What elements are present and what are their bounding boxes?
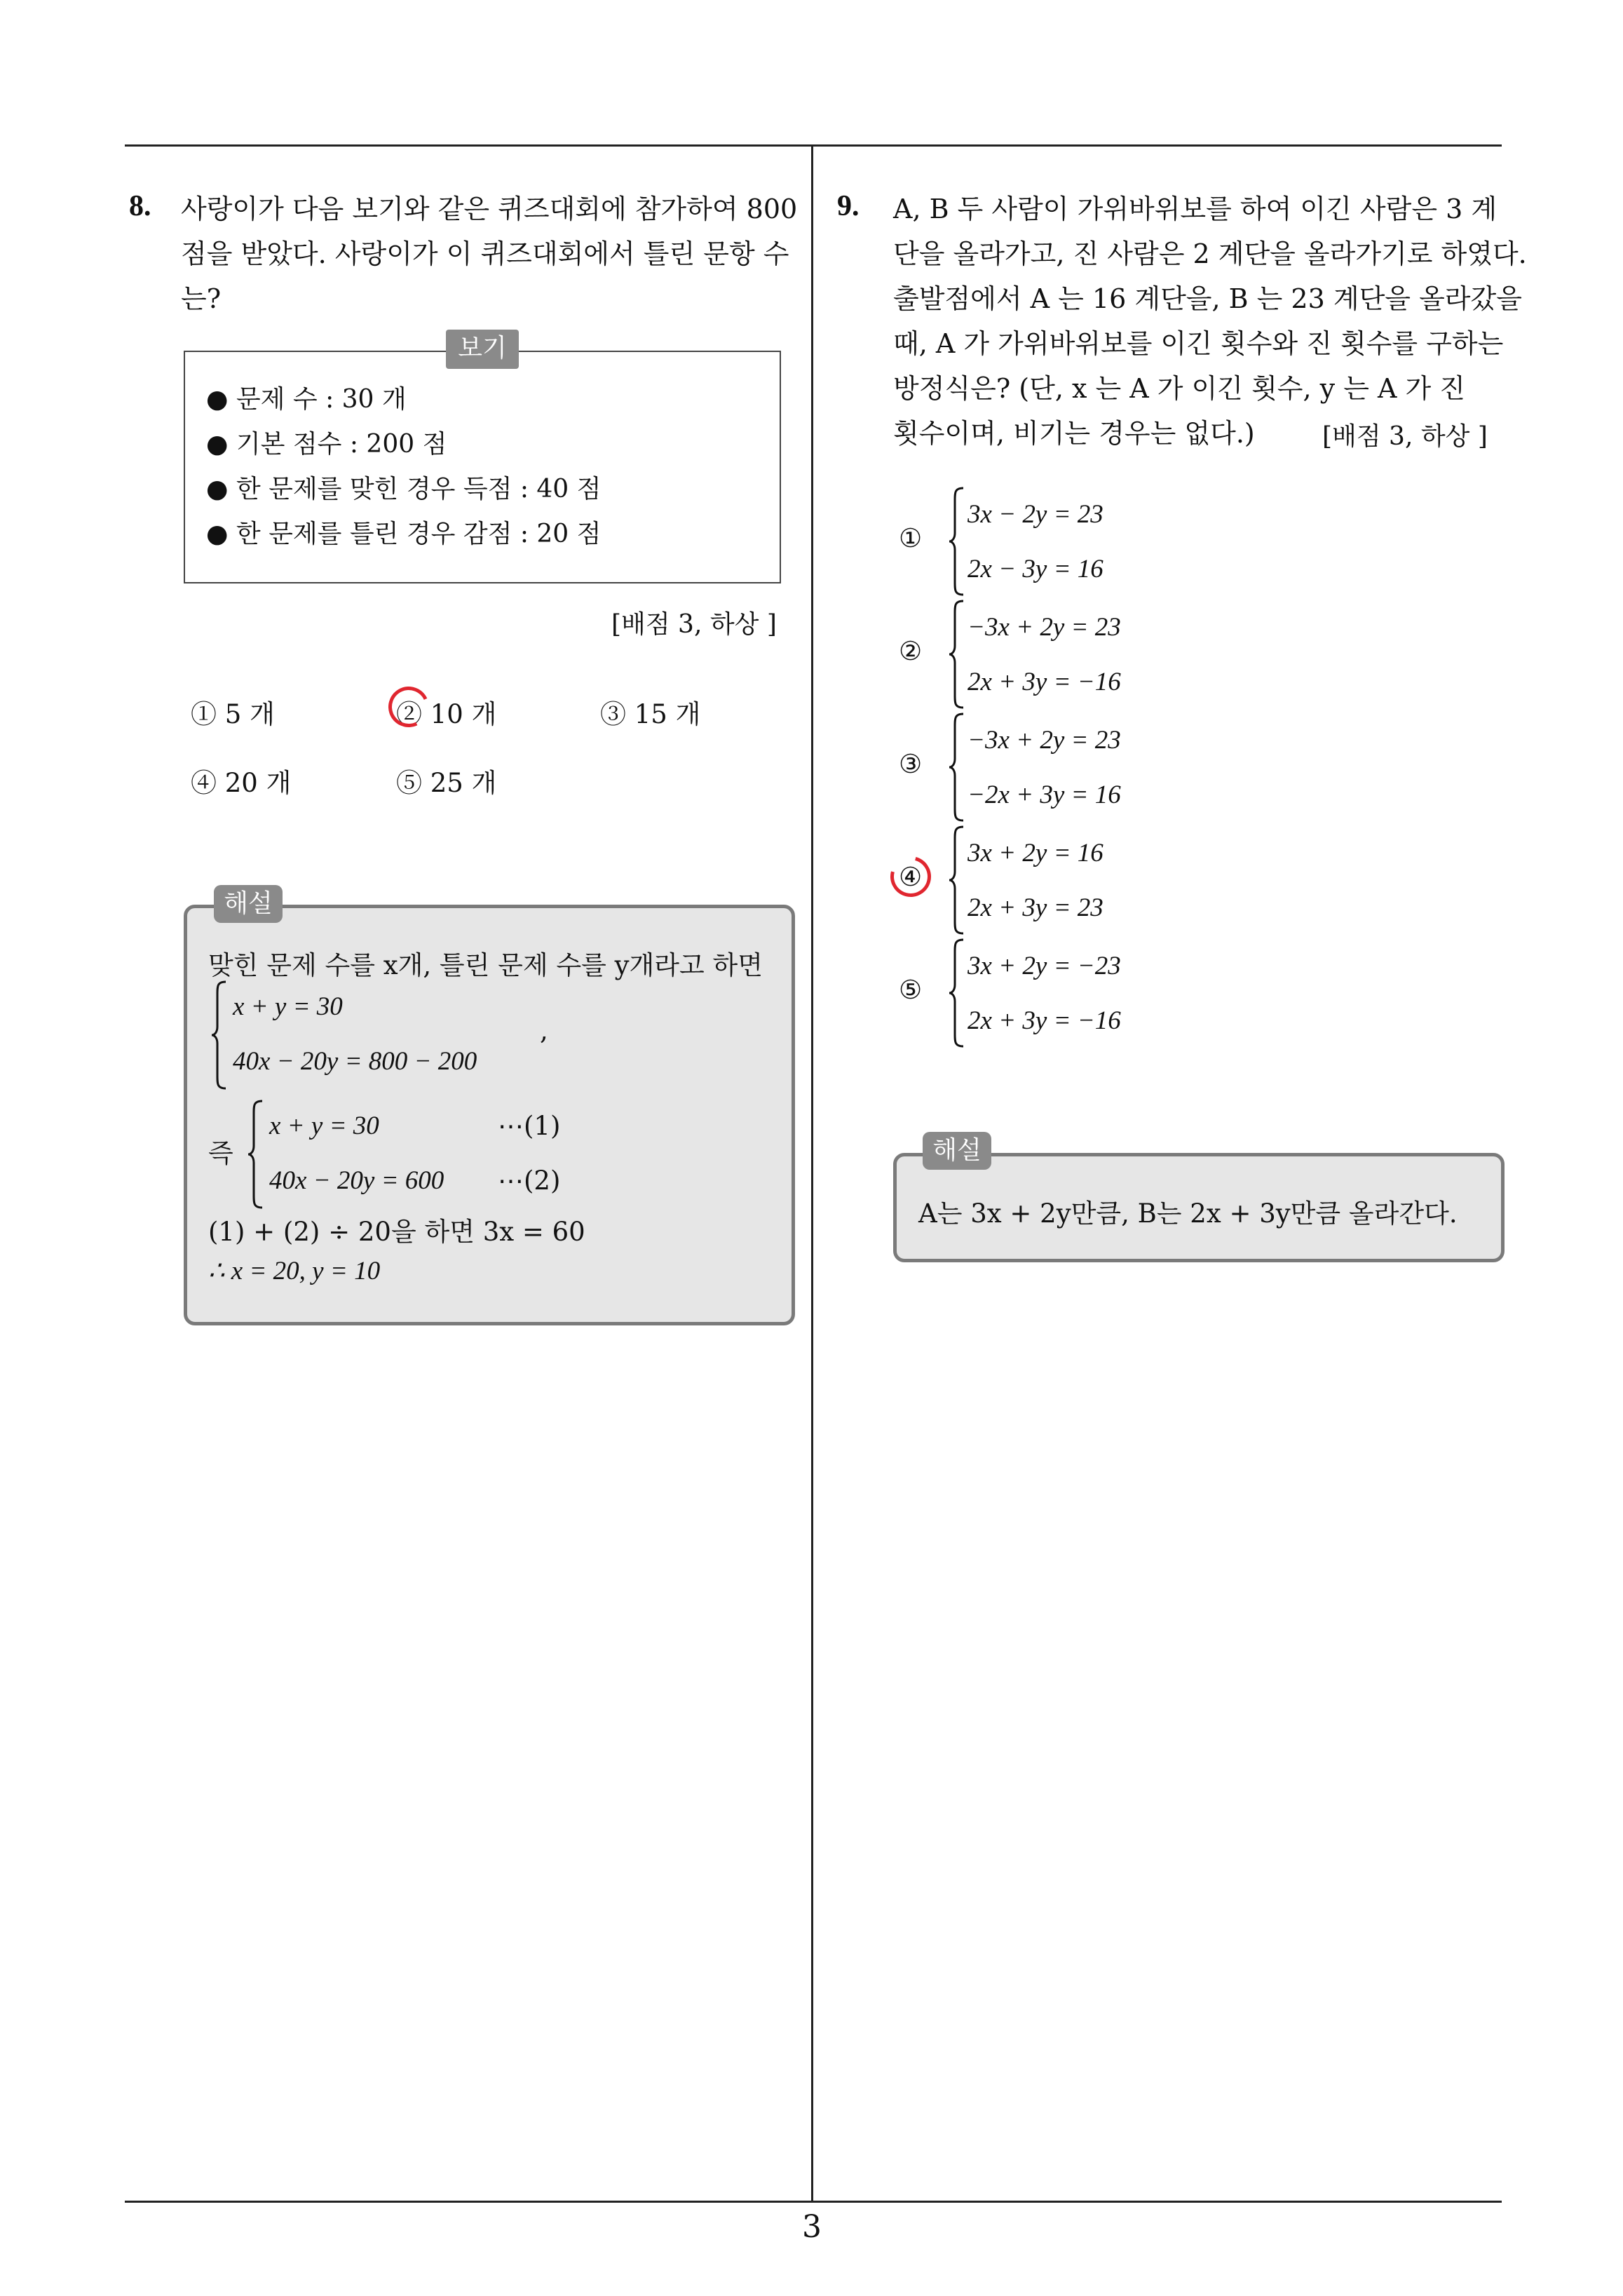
q9-choice-1-eq2: 2x − 3y = 16 <box>967 555 1103 583</box>
q9-line: 출발점에서 A 는 16 계단을, B 는 23 계단을 올라갔을 <box>893 283 1522 314</box>
q8-meta: [배점 3, 하상 ] <box>611 610 777 639</box>
q8-line: 사랑이가 다음 보기와 같은 퀴즈대회에 참가하여 800 <box>181 194 798 224</box>
q8-solution-step: (1) + (2) ÷ 20을 하면 3x = 60 <box>208 1217 585 1247</box>
q8-solution-tag: 해설 <box>214 885 283 923</box>
q9-choice-3-eq2: −2x + 3y = 16 <box>967 781 1121 809</box>
q8-line: 점을 받았다. 사랑이가 이 퀴즈대회에서 틀린 문항 수 <box>181 238 789 269</box>
bottom-rule <box>125 2201 1502 2203</box>
q8-bogi-item: ● 한 문제를 맞힌 경우 득점 : 40 점 <box>206 475 602 504</box>
q9-choice-5-mark[interactable]: ⑤ <box>899 975 923 1005</box>
q8-sys1-eq2: 40x − 20y = 800 − 200 <box>233 1047 477 1076</box>
q9-choice-4-mark[interactable]: ④ <box>899 862 923 892</box>
q8-choice-4[interactable]: ④ 20 개 <box>191 768 292 798</box>
q8-sys2-prefix: 즉 <box>208 1138 233 1168</box>
q8-sys1-eq1: x + y = 30 <box>233 992 343 1021</box>
q8-sys2-eq2: 40x − 20y = 600 <box>269 1166 444 1195</box>
q9-solution-text: A는 3x + 2y만큼, B는 2x + 3y만큼 올라간다. <box>918 1198 1458 1229</box>
q9-choice-2-mark[interactable]: ② <box>899 636 923 666</box>
q9-choice-2-brace-icon <box>948 600 965 709</box>
q8-sys2-eq2-tag: ⋯(2) <box>498 1166 561 1196</box>
q9-choice-4-eq2: 2x + 3y = 23 <box>967 893 1103 922</box>
q9-choice-2-eq1: −3x + 2y = 23 <box>967 613 1121 642</box>
q9-line: 단을 올라가고, 진 사람은 2 계단을 올라가기로 하였다. <box>893 238 1527 269</box>
top-rule <box>125 144 1502 147</box>
q8-choice-5[interactable]: ⑤ 25 개 <box>396 768 497 798</box>
q8-sys2-eq1-tag: ⋯(1) <box>498 1111 561 1141</box>
q9-line: 방정식은? (단, x 는 A 가 이긴 횟수, y 는 A 가 진 <box>893 373 1466 404</box>
q9-choice-3-eq1: −3x + 2y = 23 <box>967 726 1121 755</box>
q8-bogi-tag: 보기 <box>446 330 519 369</box>
q8-sys1-brace-icon <box>210 980 227 1090</box>
q9-question-text <box>893 187 1527 456</box>
q8-sys2-eq1: x + y = 30 <box>269 1112 379 1140</box>
q9-choice-4-brace-icon <box>948 825 965 935</box>
page-number: 3 <box>802 2209 822 2245</box>
q8-bogi-item: ● 기본 점수 : 200 점 <box>206 430 447 459</box>
q9-choice-1-eq1: 3x − 2y = 23 <box>967 500 1103 529</box>
q9-choice-5-brace-icon <box>948 938 965 1048</box>
q9-solution-tag: 해설 <box>923 1132 991 1170</box>
q8-bogi-list <box>206 377 601 557</box>
q9-choice-4-eq1: 3x + 2y = 16 <box>967 839 1103 867</box>
q8-choice-3[interactable]: ③ 15 개 <box>600 699 701 729</box>
q9-line: 때, A 가 가위바위보를 이긴 횟수와 진 횟수를 구하는 <box>893 328 1504 359</box>
q9-answer-circle-icon <box>883 849 938 904</box>
q9-choice-5-eq2: 2x + 3y = −16 <box>967 1006 1121 1035</box>
q8-choice-2[interactable]: ② 10 개 <box>396 699 497 729</box>
q8-solution-intro: 맞힌 문제 수를 x개, 틀린 문제 수를 y개라고 하면 <box>208 950 763 980</box>
q8-number: 8. <box>129 190 151 222</box>
q8-sys2-brace-icon <box>247 1100 264 1209</box>
q8-bogi-item: ● 문제 수 : 30 개 <box>206 385 407 414</box>
q9-choice-5-eq1: 3x + 2y = −23 <box>967 952 1121 980</box>
q9-number: 9. <box>837 190 860 222</box>
q9-line: A, B 두 사람이 가위바위보를 하여 이긴 사람은 3 계 <box>893 194 1498 224</box>
q9-choice-3-brace-icon <box>948 713 965 822</box>
column-divider <box>811 144 813 2203</box>
q9-line: 횟수이며, 비기는 경우는 없다.) <box>893 418 1255 449</box>
q8-question-text <box>181 187 805 321</box>
q8-solution-answer: ∴ x = 20, y = 10 <box>208 1257 381 1285</box>
q8-sys1-comma: , <box>540 1015 548 1046</box>
q9-choice-1-brace-icon <box>948 487 965 596</box>
q9-meta: [배점 3, 하상 ] <box>1322 422 1488 451</box>
q9-choice-3-mark[interactable]: ③ <box>899 749 923 779</box>
q8-line: 는? <box>181 283 222 314</box>
q8-bogi-item: ● 한 문제를 틀린 경우 감점 : 20 점 <box>206 520 602 548</box>
q9-choice-1-mark[interactable]: ① <box>899 523 923 553</box>
q9-choice-2-eq2: 2x + 3y = −16 <box>967 668 1121 696</box>
q8-choice-1[interactable]: ① 5 개 <box>191 699 275 729</box>
